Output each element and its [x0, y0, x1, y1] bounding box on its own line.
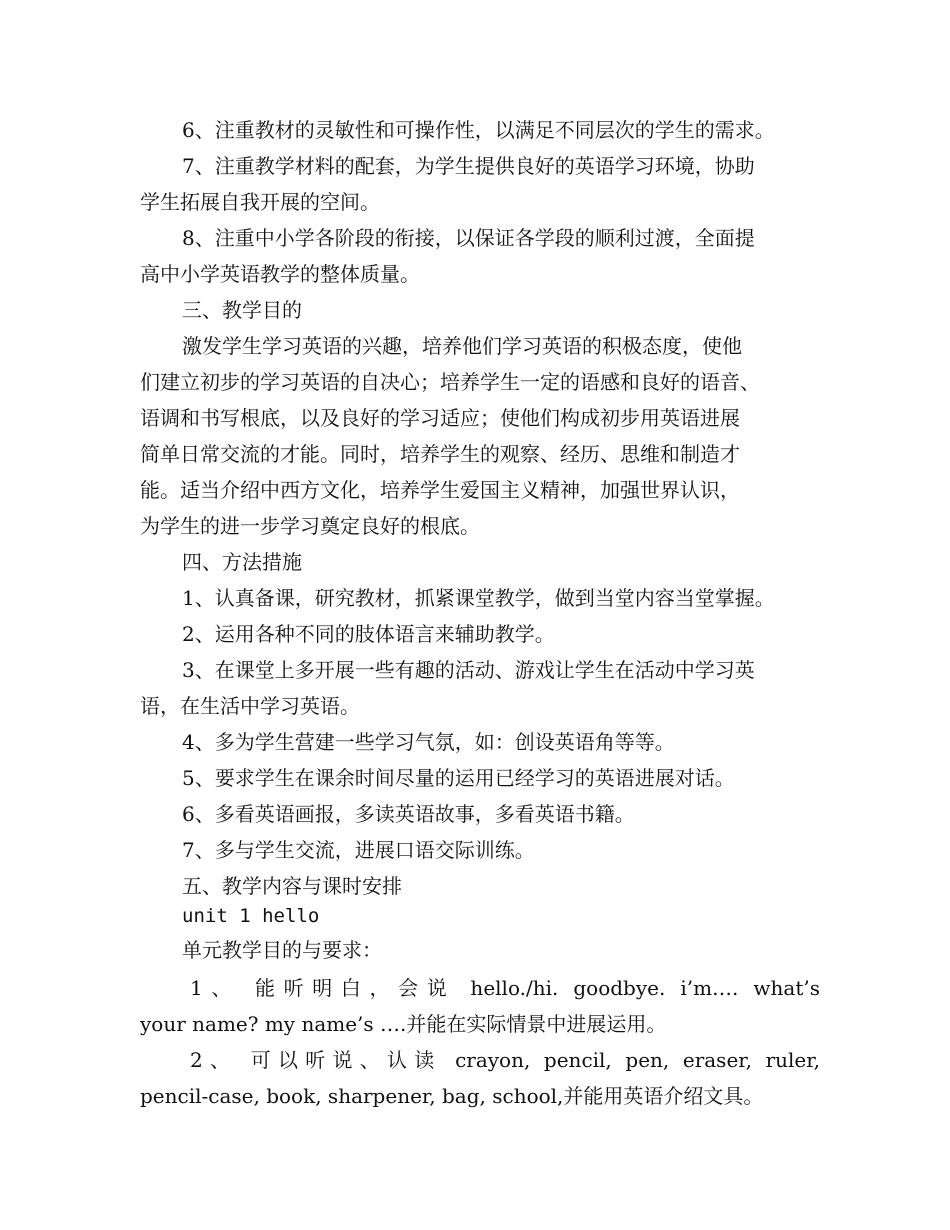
text-line: your name? my name’s ….并能在实际情景中进展运用。	[140, 1012, 667, 1036]
text-line: 7、注重教学材料的配套，为学生提供良好的英语学习环境，协助	[182, 154, 755, 178]
text-line: 6、多看英语画报，多读英语故事，多看英语书籍。	[182, 802, 635, 826]
section-heading: 五、教学内容与课时安排	[182, 874, 402, 898]
text-line: 们建立初步的学习英语的自决心；培养学生一定的语感和良好的语音、	[140, 370, 760, 394]
text-line: 4、多为学生营建一些学习气氛，如：创设英语角等等。	[182, 730, 675, 754]
text-line: 为学生的进一步学习奠定良好的根底。	[140, 514, 480, 538]
text-line: 学生拓展自我开展的空间。	[140, 190, 380, 214]
text-line: 7、多与学生交流，进展口语交际训练。	[182, 838, 535, 862]
text-line: 2、运用各种不同的肢体语言来辅助教学。	[182, 622, 555, 646]
text-line: 能。适当介绍中西方文化，培养学生爱国主义精神，加强世界认识，	[140, 478, 740, 502]
text-line: 单元教学目的与要求：	[182, 938, 382, 962]
section-heading: 三、教学目的	[182, 298, 302, 322]
section-heading: 四、方法措施	[182, 550, 302, 574]
text-line: 语，在生活中学习英语。	[140, 694, 360, 718]
text-line: 简单日常交流的才能。同时，培养学生的观察、经历、思维和制造才	[140, 442, 740, 466]
text-line: 6、注重教材的灵敏性和可操作性，以满足不同层次的学生的需求。	[182, 118, 775, 142]
text-line: 3、在课堂上多开展一些有趣的活动、游戏让学生在活动中学习英	[182, 658, 755, 682]
text-line: 1、 能听明白，会说 hello./hi. goodbye. i’m…. what’s	[190, 976, 820, 1000]
text-line: 高中小学英语教学的整体质量。	[140, 262, 420, 286]
text-line: 语调和书写根底，以及良好的学习适应；使他们构成初步用英语进展	[140, 406, 740, 430]
text-line: 8、注重中小学各阶段的衔接，以保证各学段的顺利过渡，全面提	[182, 226, 755, 250]
text-line: 5、要求学生在课余时间尽量的运用已经学习的英语进展对话。	[182, 766, 735, 790]
text-line: 1、认真备课，研究教材，抓紧课堂教学，做到当堂内容当堂掌握。	[182, 586, 775, 610]
text-line: pencil-case, book, sharpener, bag, school,并能用英语介绍文具。	[140, 1084, 764, 1108]
text-line: 2、 可以听说、认读 crayon, pencil, pen, eraser, ruler,	[190, 1048, 820, 1072]
unit-title: unit 1 hello	[182, 905, 320, 927]
text-line: 激发学生学习英语的兴趣，培养他们学习英语的积极态度，使他	[182, 334, 742, 358]
